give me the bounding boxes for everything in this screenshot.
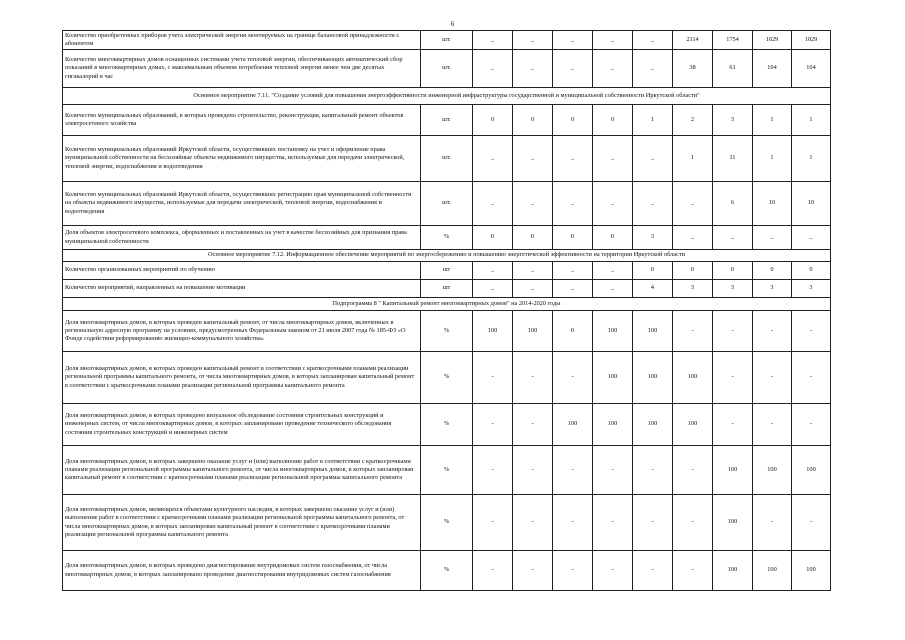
table-row [63, 311, 831, 352]
value-cell: 100 [753, 551, 792, 591]
indicator-name: Количество мероприятий, направленных на повышение мотивации [63, 280, 421, 298]
value-cell: 6 [713, 182, 753, 226]
value-cell: 0 [792, 262, 831, 280]
value-cell: 1 [673, 136, 713, 182]
table-row [63, 495, 831, 551]
value-cell: 100 [513, 311, 553, 352]
value-cell: 0 [593, 105, 633, 136]
section-header-row [63, 250, 831, 262]
value-cell: _ [473, 262, 513, 280]
indicator-name: Количество муниципальных образований, в которых проведено строительство, реконструкция, капитальный ремонт объектов электросетевого хозяйства [63, 105, 421, 136]
indicator-name: Доля многоквартирных домов, в которых проведено визуальное обследование состояния строительных конструкций и инженерных систем, от числа многоквартирных домов, в которых запланировано проведение технического обследования состояния строительных конструкций и инженерных систем [63, 404, 421, 446]
value-cell: _ [513, 136, 553, 182]
value-cell: _ [593, 280, 633, 298]
value-cell: 38 [673, 50, 713, 88]
value-cell: - [673, 446, 713, 495]
value-cell: 0 [553, 311, 593, 352]
value-cell: _ [593, 50, 633, 88]
table-row [63, 105, 831, 136]
value-cell: - [673, 495, 713, 551]
value-cell: 100 [633, 404, 673, 446]
unit-cell: шт [421, 280, 473, 298]
value-cell: - [753, 352, 792, 404]
value-cell: 100 [593, 311, 633, 352]
value-cell: 10 [792, 182, 831, 226]
value-cell: 10 [753, 182, 792, 226]
value-cell: _ [553, 31, 593, 50]
value-cell: 100 [593, 352, 633, 404]
value-cell: 0 [473, 105, 513, 136]
value-cell: 3 [753, 280, 792, 298]
indicator-name: Количество муниципальных образований Иркутской области, осуществивших регистрацию прав муниципальной собственности на объекты недвижимого имущества, используемые для передачи электрической, тепловой энергии, водоснабжения и водоотведения [63, 182, 421, 226]
value-cell: 2 [673, 105, 713, 136]
value-cell: _ [473, 50, 513, 88]
value-cell: _ [633, 136, 673, 182]
value-cell: 0 [553, 105, 593, 136]
unit-cell: шт. [421, 136, 473, 182]
unit-cell: шт [421, 262, 473, 280]
unit-cell: % [421, 226, 473, 250]
table-row [63, 262, 831, 280]
indicator-name: Количество муниципальных образований Иркутской области, осуществивших постановку на учет и оформление права муниципальной собственности на бесхозяйные объекты недвижимого имущества, используемые для передачи электрической, тепловой энергии, водоснабжения и водоотведения [63, 136, 421, 182]
value-cell: 1029 [792, 31, 831, 50]
value-cell: _ [513, 31, 553, 50]
unit-cell: % [421, 404, 473, 446]
value-cell: _ [792, 226, 831, 250]
unit-cell: шт. [421, 50, 473, 88]
value-cell: _ [553, 50, 593, 88]
value-cell: 0 [513, 105, 553, 136]
value-cell: 1 [792, 105, 831, 136]
table-row [63, 31, 831, 50]
value-cell: - [713, 404, 753, 446]
indicator-name: Доля многоквартирных домов, являющихся объектами культурного наследия, в которых завершено оказание услуг и (или) выполнение работ в соответствии с краткосрочными планами реализации региональной программы капитального ремонта, от числа многоквартирных домов, в которых запланирован капитальный ремонт в соответствии с краткосрочными планами реализации региональной программы капитального ремонта [63, 495, 421, 551]
value-cell: 11 [713, 136, 753, 182]
value-cell: _ [593, 182, 633, 226]
value-cell: _ [673, 226, 713, 250]
value-cell: 0 [753, 262, 792, 280]
value-cell: 3 [713, 105, 753, 136]
value-cell: _ [553, 262, 593, 280]
value-cell: 1754 [713, 31, 753, 50]
value-cell: 100 [713, 446, 753, 495]
value-cell: 0 [593, 226, 633, 250]
value-cell: - [473, 404, 513, 446]
table-row [63, 280, 831, 298]
value-cell: 3 [792, 280, 831, 298]
value-cell: _ [513, 50, 553, 88]
value-cell: 1 [792, 136, 831, 182]
table-row [63, 404, 831, 446]
value-cell: - [513, 495, 553, 551]
value-cell: - [593, 446, 633, 495]
value-cell: 1 [753, 136, 792, 182]
value-cell: _ [633, 182, 673, 226]
indicator-name: Доля многоквартирных домов, в которых проведен капитальный ремонт, от числа многоквартирных домов, включенных в региональную адресную программу на условиях, предусмотренных Федеральным законом от 21 июля 2007 года № 185-ФЗ «О Фонде содействия реформированию жилищно-коммунального хозяйства» [63, 311, 421, 352]
value-cell: - [673, 311, 713, 352]
section-title: Основное мероприятие 7.11. "Создание условий для повышения энергоэффективности инженерной инфраструктуры государственной и муниципальной собственности Иркутской области" [63, 88, 831, 105]
value-cell: _ [513, 262, 553, 280]
value-cell: 100 [553, 404, 593, 446]
value-cell: 100 [673, 404, 713, 446]
value-cell: _ [593, 262, 633, 280]
value-cell: - [593, 495, 633, 551]
value-cell: _ [553, 280, 593, 298]
value-cell: 100 [633, 311, 673, 352]
value-cell: - [553, 352, 593, 404]
value-cell: - [513, 352, 553, 404]
value-cell: 100 [673, 352, 713, 404]
value-cell: _ [593, 136, 633, 182]
value-cell: 61 [713, 50, 753, 88]
value-cell: 104 [753, 50, 792, 88]
value-cell: 3 [673, 280, 713, 298]
unit-cell: % [421, 352, 473, 404]
indicator-name: Доля многоквартирных домов, в которых проведен капитальный ремонт в соответствии с краткосрочными планами реализации региональной программы капитального ремонта, от числа многоквартирных домов, в которых запланирован капитальный ремонт в соответствии с краткосрочными планами реализации региональной программы капитального ремонта [63, 352, 421, 404]
value-cell: 1 [753, 105, 792, 136]
table-row [63, 446, 831, 495]
section-header-row [63, 88, 831, 105]
value-cell: 100 [792, 551, 831, 591]
unit-cell: % [421, 495, 473, 551]
indicator-name: Доля объектов электросетевого комплекса, оформленных и поставленных на учет в качестве бесхозяйных для признания права муниципальной собственности [63, 226, 421, 250]
table-row [63, 226, 831, 250]
section-header-row [63, 298, 831, 311]
value-cell: 100 [473, 311, 513, 352]
value-cell: 0 [633, 262, 673, 280]
value-cell: - [513, 446, 553, 495]
table-row [63, 352, 831, 404]
value-cell: _ [593, 31, 633, 50]
value-cell: 104 [792, 50, 831, 88]
value-cell: - [792, 404, 831, 446]
value-cell: 1 [633, 105, 673, 136]
value-cell: - [633, 551, 673, 591]
value-cell: _ [473, 280, 513, 298]
value-cell: _ [673, 182, 713, 226]
table-row [63, 50, 831, 88]
value-cell: - [713, 311, 753, 352]
unit-cell: шт. [421, 182, 473, 226]
value-cell: _ [473, 182, 513, 226]
value-cell: _ [633, 50, 673, 88]
section-title: Основное мероприятие 7.12. Информационное обеспечение мероприятий по энергосбережению и повышению энергетической эффективности на территории Иркутской области [63, 250, 831, 262]
value-cell: 0 [673, 262, 713, 280]
value-cell: 100 [593, 404, 633, 446]
value-cell: 2114 [673, 31, 713, 50]
value-cell: - [673, 551, 713, 591]
unit-cell: шт. [421, 31, 473, 50]
unit-cell: % [421, 446, 473, 495]
value-cell: - [473, 551, 513, 591]
value-cell: - [553, 446, 593, 495]
value-cell: _ [553, 136, 593, 182]
table-row [63, 182, 831, 226]
value-cell: _ [473, 136, 513, 182]
value-cell: - [553, 551, 593, 591]
value-cell: - [792, 311, 831, 352]
value-cell: 100 [633, 352, 673, 404]
value-cell: _ [513, 182, 553, 226]
value-cell: _ [713, 226, 753, 250]
indicator-name: Доля многоквартирных домов, в которых завершено оказание услуг и (или) выполнение работ в соответствии с краткосрочными планами реализации региональной программы капитального ремонта, от числа многоквартирных домов, в которых запланирован капитальный ремонт в соответствии с краткосрочными планами реализации региональной программы капитального ремонта [63, 446, 421, 495]
value-cell: _ [473, 31, 513, 50]
value-cell: - [593, 551, 633, 591]
value-cell: 3 [713, 280, 753, 298]
unit-cell: % [421, 551, 473, 591]
value-cell: - [473, 495, 513, 551]
value-cell: - [753, 311, 792, 352]
value-cell: 1029 [753, 31, 792, 50]
value-cell: 100 [753, 446, 792, 495]
value-cell: 4 [633, 280, 673, 298]
value-cell: - [792, 495, 831, 551]
value-cell: 0 [513, 226, 553, 250]
unit-cell: % [421, 311, 473, 352]
value-cell: _ [633, 31, 673, 50]
indicators-table [62, 30, 831, 591]
value-cell: - [753, 495, 792, 551]
value-cell: 0 [713, 262, 753, 280]
value-cell: _ [553, 182, 593, 226]
page-number: 6 [450, 20, 455, 28]
value-cell: - [473, 352, 513, 404]
value-cell: 100 [713, 551, 753, 591]
value-cell: - [713, 352, 753, 404]
value-cell: 0 [553, 226, 593, 250]
value-cell: - [513, 551, 553, 591]
indicator-name: Количество многоквартирных домов оснащенных системами учета тепловой энергии, обеспечивающих автоматический сбор показаний в многоквартирных домах, с максимальным объемом потребления тепловой энергии менее чем две десятых гигакалорий в час [63, 50, 421, 88]
unit-cell: шт. [421, 105, 473, 136]
table-row [63, 136, 831, 182]
value-cell: 100 [792, 446, 831, 495]
value-cell: 3 [633, 226, 673, 250]
indicator-name: Доля многоквартирных домов, в которых проведено диагностирование внутридомовых систем газоснабжения, от числа многоквартирных домов, в которых запланировано проведение диагностирования внутридомовых систем газоснабжения [63, 551, 421, 591]
table-row [63, 551, 831, 591]
value-cell: - [753, 404, 792, 446]
value-cell: _ [513, 280, 553, 298]
value-cell: - [553, 495, 593, 551]
section-title: Подпрограмма 8 " Капитальный ремонт многоквартирных домов" на 2014-2020 годы [63, 298, 831, 311]
value-cell: - [633, 446, 673, 495]
value-cell: - [513, 404, 553, 446]
value-cell: 0 [473, 226, 513, 250]
value-cell: 100 [713, 495, 753, 551]
indicator-name: Количество приобретенных приборов учета электрической энергии монтируемых на границе балансовой принадлежности с абонентом [63, 31, 421, 50]
value-cell: _ [753, 226, 792, 250]
value-cell: - [473, 446, 513, 495]
value-cell: - [792, 352, 831, 404]
indicator-name: Количество организованных мероприятий по обучению [63, 262, 421, 280]
value-cell: - [633, 495, 673, 551]
